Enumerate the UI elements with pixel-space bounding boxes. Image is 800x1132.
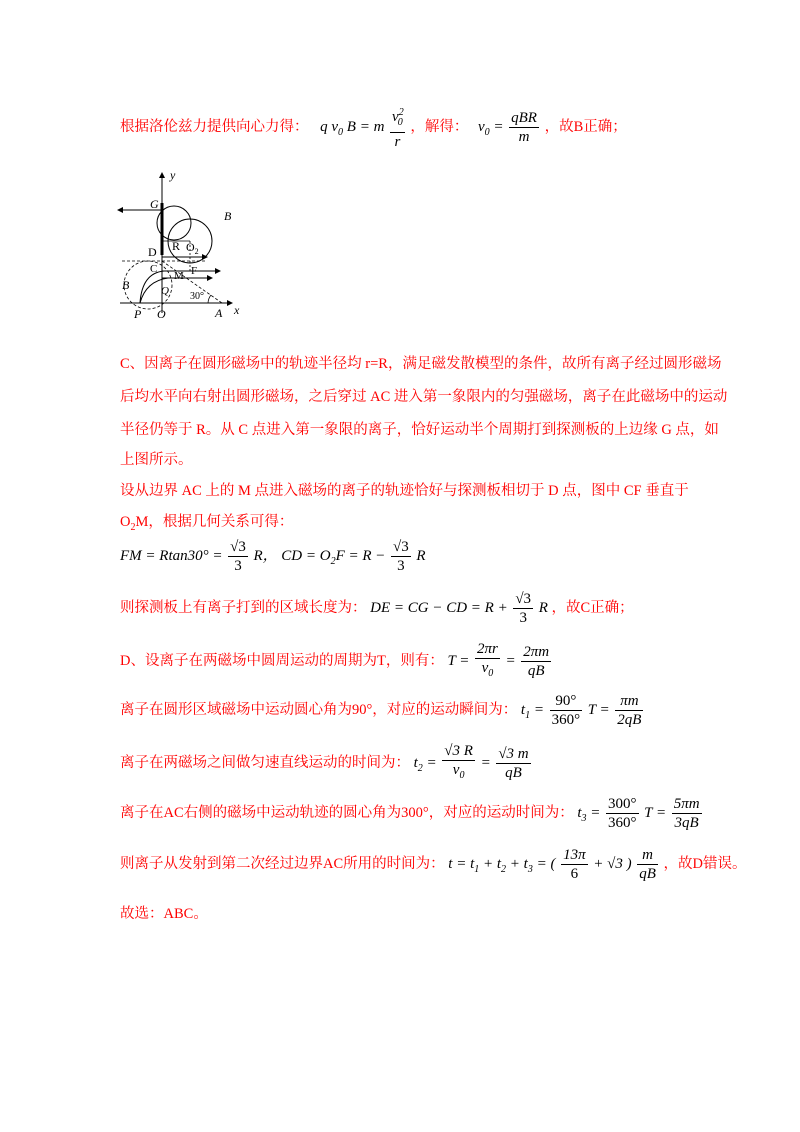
eq-fraction-qbr-m: $\frac{\text{qBR}}{m}$	[511, 110, 537, 145]
eq-total-line: 则离子从发射到第二次经过边界AC所用的时间为： $t = t_1 + t_2 + t_3$ = ( $\frac{13\pi}{6}$ + √3 ) $\frac{m}{qB}$ ，故D错误。	[120, 847, 747, 882]
line1-mid: ，解得：	[410, 118, 469, 135]
label-angle: 30°	[190, 291, 204, 302]
para-c3: 半径仍等于 R。从 C 点进入第一象限的离子，恰好运动半个周期打到探测板的上边缘 G 点，如	[120, 422, 719, 438]
label-c: C	[150, 263, 158, 275]
label-f: F	[191, 265, 198, 277]
label-b-left: B	[122, 278, 130, 292]
label-m: M	[174, 270, 184, 282]
lorentz-force-line	[120, 104, 627, 151]
eq-t3-line: 离子在AC右侧的磁场中运动轨迹的圆心角为300°，对应的运动时间为： $t_3$ = $\frac{300^\circ}{360^\circ}$ T = $\frac{5\pi m}{3qB}$	[120, 796, 700, 831]
line1-suffix: ，故B正确；	[544, 118, 627, 135]
para-c6: $O_2M$，根据几何关系可得：	[120, 514, 294, 533]
label-o: O	[157, 307, 166, 321]
eq-t1-line: 离子在圆形区域磁场中运动圆心角为90°，对应的运动瞬间为： $t_1$ = $\frac{90^\circ}{360^\circ}$ T = $\frac{\pi m}{2qB}$	[120, 693, 642, 728]
v0-symbol: $v_0$ =	[477, 118, 504, 138]
label-q: Q	[161, 285, 169, 297]
label-b-top: B	[224, 209, 232, 223]
label-y: y	[170, 168, 176, 182]
physics-diagram	[112, 163, 272, 323]
para-c5: 设从边界 AC 上的 M 点进入磁场的离子的轨迹恰好与探测板相切于 D 点，图中 CF 垂直于	[120, 483, 689, 499]
eq-lhs: q $v_0$ B = m	[320, 118, 385, 138]
para-c1: C、因离子在圆形磁场中的轨迹半径均 r=R，满足磁发散模型的条件，故所有离子经过圆形磁场	[120, 356, 722, 372]
label-d: D	[148, 245, 157, 259]
label-o2: $O_2$	[186, 240, 199, 256]
final-answer: 故选：ABC。	[120, 906, 208, 922]
label-a: A	[215, 306, 223, 320]
eq-de-line: 则探测板上有离子打到的区域长度为： DE = CG − CD = R + $\frac{√3}{3}$ R ，故C正确；	[120, 591, 634, 626]
label-r: R	[172, 239, 181, 253]
para-c4: 上图所示。	[120, 452, 193, 468]
eq-t2-line: 离子在两磁场之间做匀速直线运动的时间为： $t_2$ = $\frac{√3 R}{v_0}$ = $\frac{√3 m}{qB}$	[120, 743, 529, 781]
line1-prefix: 根据洛伦兹力提供向心力得：	[120, 118, 309, 135]
label-g: G	[150, 197, 159, 211]
angle-arc	[208, 295, 211, 303]
eq-period-line: D、设离子在两磁场中圆周运动的周期为T，则有： T = $\frac{2\pi r}{v_0}$ = $\frac{2\pi m}{qB}$	[120, 641, 550, 679]
eq-fraction-v2-r: $\frac{v^2_0}{r}$	[390, 104, 405, 151]
para-c2: 后均水平向右射出圆形磁场，之后穿过 AC 进入第一象限内的匀强磁场，离子在此磁场中的运动	[120, 389, 728, 405]
eq-fm-line: FM = Rtan30° = $\frac{√3}{3}$ R， CD = $O_2F = R$ − $\frac{√3}{3}$ R	[120, 539, 426, 574]
label-x: x	[234, 303, 240, 317]
label-p: P	[134, 307, 142, 321]
